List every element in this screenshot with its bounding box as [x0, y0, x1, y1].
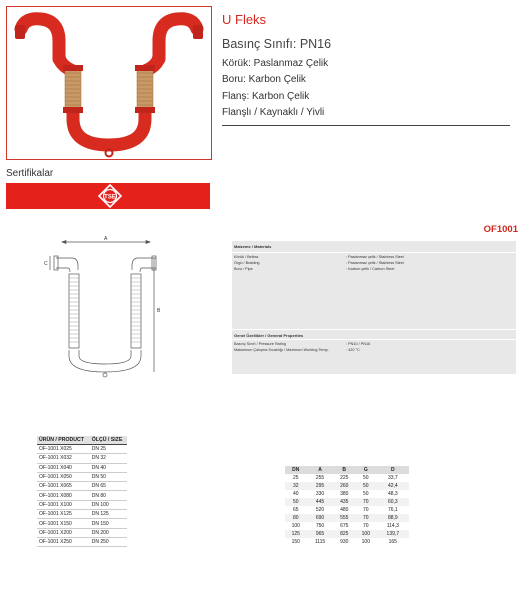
product-code: OF1001 [483, 224, 518, 235]
divider [222, 125, 510, 126]
dimension-a-label: A [104, 236, 108, 242]
product-code-cell: OF-1001 X040 [37, 463, 90, 472]
table-row [37, 491, 127, 500]
table-row [37, 528, 127, 537]
product-code-cell: OF-1001 X100 [37, 500, 90, 509]
table-header-row [37, 436, 127, 445]
table-row [37, 454, 127, 463]
table-cell: 480 [340, 507, 349, 513]
table-cell: 555 [333, 514, 355, 522]
technical-drawing [40, 232, 170, 382]
product-code-cell: OF-1001 X200 [37, 528, 90, 537]
table-cell: 76,1 [387, 507, 398, 513]
table-row [285, 530, 409, 538]
property-value: : PN10 / PN16 [346, 342, 371, 346]
table-cell: 60,3 [377, 498, 409, 506]
table-cell: 100 [355, 530, 377, 538]
table-cell: 825 [333, 530, 355, 538]
product-code-cell: OF-1001 X032 [37, 454, 90, 463]
table-cell: 930 [340, 539, 349, 545]
table-row [37, 482, 127, 491]
table-cell: 100 [291, 523, 300, 529]
table-row [37, 537, 127, 546]
table-cell: 260 [333, 482, 355, 490]
table-cell: 70 [355, 498, 377, 506]
table-cell: 165 [388, 539, 397, 545]
product-title: U Fleks [222, 12, 267, 27]
table-cell: 42,4 [377, 482, 409, 490]
size-cell: DN 250 [90, 537, 127, 546]
spec-connection: Flanşlı / Kaynaklı / Yivli [222, 107, 325, 118]
material-value: : Paslanmaz çelik / Stainless Steel [346, 255, 404, 259]
tse-logo-icon [6, 183, 210, 209]
table-row [285, 490, 409, 498]
size-cell: DN 80 [90, 491, 127, 500]
property-label: Maksimum Çalışma Sıcaklığı / Maximum Working Temp. [234, 348, 329, 352]
table-cell: 225 [340, 475, 349, 481]
dimension-table-body [285, 474, 409, 546]
table-cell: 80 [285, 514, 307, 522]
dimension-c-label: C [44, 261, 48, 267]
product-code-cell: OF-1001 X150 [37, 519, 90, 528]
size-cell: DN 65 [90, 482, 127, 491]
table-cell: 125 [285, 530, 307, 538]
table-row [37, 472, 127, 481]
column-header-product: ÜRÜN / PRODUCT [37, 436, 90, 445]
product-code-cell: OF-1001 X025 [37, 445, 90, 454]
size-cell: DN 40 [90, 463, 127, 472]
table-cell: 65 [293, 507, 299, 513]
table-cell: 114,3 [386, 523, 399, 529]
material-row [234, 267, 514, 271]
table-cell: 690 [307, 514, 334, 522]
size-cell: DN 200 [90, 528, 127, 537]
properties-heading: Genel Özellikler / General Properties [234, 333, 304, 338]
u-flex-drawing [40, 232, 170, 382]
product-code-cell: OF-1001 X065 [37, 482, 90, 491]
table-row [37, 445, 127, 454]
table-cell: 70 [363, 523, 369, 529]
product-code-cell: OF-1001 X250 [37, 537, 90, 546]
table-cell: 255 [315, 475, 325, 481]
table-header-row [285, 466, 409, 474]
materials-panel [232, 241, 516, 374]
table-row [285, 522, 409, 530]
property-row [234, 348, 514, 352]
table-cell: 1115 [314, 539, 326, 545]
size-cell: DN 32 [90, 454, 127, 463]
table-cell: 32 [285, 482, 307, 490]
tse-logo-text: TSE [104, 194, 116, 201]
table-cell: 965 [307, 530, 334, 538]
material-value: : Karbon çelik / Carbon Steel [346, 267, 395, 271]
table-cell: 70 [363, 507, 369, 513]
table-cell: 380 [340, 491, 349, 497]
pressure-class: Basınç Sınıfı: PN16 [222, 37, 332, 51]
divider [232, 339, 516, 340]
size-cell: DN 150 [90, 519, 127, 528]
table-row [285, 482, 409, 490]
property-value: : 420 °C [346, 348, 360, 352]
divider [232, 252, 516, 253]
size-cell: DN 100 [90, 500, 127, 509]
table-cell: 295 [307, 482, 334, 490]
material-value: : Paslanmaz çelik / Stainless Steel [346, 261, 404, 265]
table-row [285, 474, 409, 482]
table-row [37, 463, 127, 472]
table-row [37, 519, 127, 528]
divider [232, 329, 516, 330]
table-cell: 50 [355, 482, 377, 490]
spec-bellow: Körük: Paslanmaz Çelik [222, 58, 329, 69]
size-cell: DN 25 [90, 445, 127, 454]
size-cell: DN 50 [90, 472, 127, 481]
product-code-cell: OF-1001 X080 [37, 491, 90, 500]
table-cell: 150 [291, 539, 300, 545]
material-label: Körük / Bellow [234, 255, 259, 259]
property-row [234, 342, 514, 346]
column-header: G [355, 466, 377, 474]
table-cell: 50 [363, 491, 369, 497]
u-flex-illustration [7, 7, 211, 159]
table-cell: 88,9 [377, 514, 409, 522]
table-cell: 100 [361, 539, 370, 545]
property-label: Basınç Sınıfı / Pressure Rating [234, 342, 286, 346]
spec-flange: Flanş: Karbon Çelik [222, 91, 310, 102]
table-cell: 25 [293, 475, 299, 481]
material-label: Boru / Pipe [234, 267, 253, 271]
table-cell: 330 [315, 491, 325, 497]
table-row [285, 514, 409, 522]
product-table-body [37, 445, 127, 547]
table-cell: 50 [363, 475, 369, 481]
dimension-b-label: B [157, 308, 161, 314]
material-label: Örgü / Braiding [234, 261, 260, 265]
column-header: B [333, 466, 355, 474]
size-cell: DN 125 [90, 510, 127, 519]
table-row [285, 506, 409, 514]
product-code-cell: OF-1001 X050 [37, 472, 90, 481]
table-cell: 40 [293, 491, 299, 497]
table-cell: 33,7 [387, 475, 398, 481]
spec-pipe: Boru: Karbon Çelik [222, 74, 306, 85]
table-row [37, 510, 127, 519]
column-header: A [307, 466, 334, 474]
table-cell: 50 [285, 498, 307, 506]
table-cell: 139,7 [377, 530, 409, 538]
product-table [37, 436, 127, 547]
dimension-table [285, 466, 409, 546]
product-image [6, 6, 212, 160]
table-row [285, 538, 409, 546]
table-cell: 750 [315, 523, 325, 529]
table-cell: 520 [315, 507, 325, 513]
table-row [285, 498, 409, 506]
column-header: D [377, 466, 409, 474]
table-cell: 435 [333, 498, 355, 506]
table-cell: 445 [307, 498, 334, 506]
product-code-cell: OF-1001 X125 [37, 510, 90, 519]
table-cell: 48,3 [387, 491, 398, 497]
materials-heading: Malzeme / Materials [234, 244, 272, 249]
table-cell: 675 [340, 523, 349, 529]
column-header: DN [285, 466, 307, 474]
certificates-label: Sertifikalar [6, 168, 54, 179]
material-row [234, 255, 514, 259]
table-cell: 70 [355, 514, 377, 522]
column-header-size: ÖLÇÜ / SIZE [90, 436, 127, 445]
material-row [234, 261, 514, 265]
table-row [37, 500, 127, 509]
certificates-bar [6, 183, 210, 209]
